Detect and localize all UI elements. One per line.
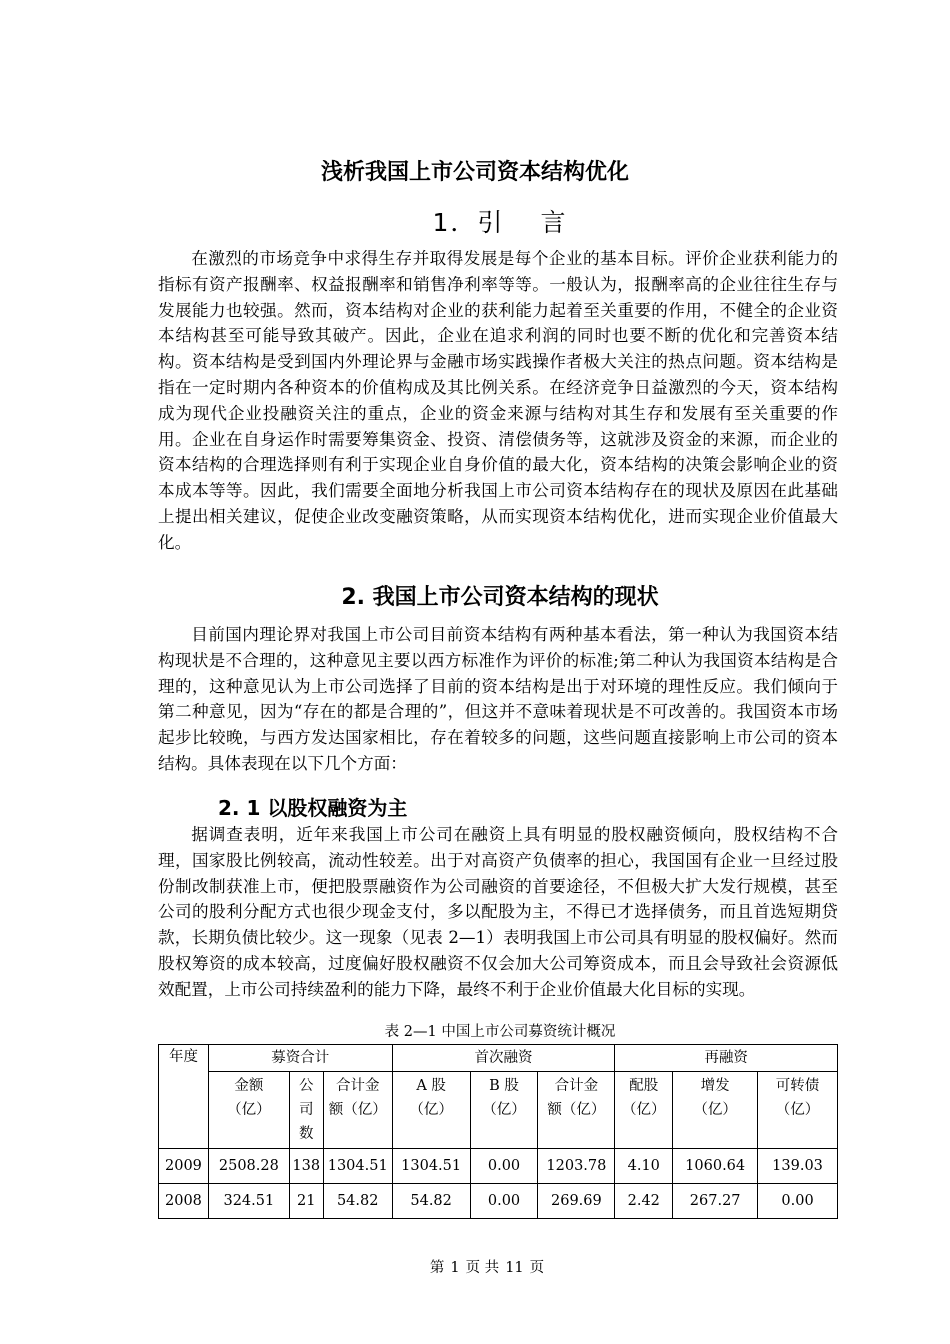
footer-middle: 页 共 bbox=[465, 1260, 500, 1276]
table-row bbox=[159, 1184, 838, 1219]
page-footer bbox=[0, 1256, 950, 1277]
header-group-total: 募资合计 bbox=[208, 1045, 392, 1072]
cell-a-share: 1304.51 bbox=[392, 1149, 470, 1184]
cell-total-amount: 1304.51 bbox=[323, 1149, 392, 1184]
header-group-ipo: 首次融资 bbox=[392, 1045, 615, 1072]
cell-ipo-total-amount: 269.69 bbox=[538, 1184, 615, 1219]
header-amount: 金额 （亿） bbox=[208, 1072, 289, 1149]
cell-company-count: 138 bbox=[289, 1149, 323, 1184]
cell-additional-issue: 267.27 bbox=[673, 1184, 758, 1219]
header-company-count: 公 司 数 bbox=[289, 1072, 323, 1149]
paragraph-introduction: 在激烈的市场竞争中求得生存并取得发展是每个企业的基本目标。评价企业获利能力的指标有资产报酬率、权益报酬率和销售净利率等等。一般认为，报酬率高的企业往往生存与发展能力也较强。然而，资本结构对企业的获利能力起着至关重要的作用，不健全的企业资本结构甚至可能导致其破产。因此，企业在追求利润的同时也要不断的优化和完善资本结构。资本结构是受到国内外理论界与金融市场实践操作者极大关注的热点问题。资本结构是指在一定时期内各种资本的价值构成及其比例关系。在经济竞争日益激烈的今天，资本结构成为现代企业投融资关注的重点，企业的资金来源与结构对其生存和发展有至关重要的作用。企业在自身运作时需要筹集资金、投资、清偿债务等，这就涉及资金的来源，而企业的资本结构的合理选择则有利于实现企业自身价值的最大化，资本结构的决策会影响企业的资本成本等等。因此，我们需要全面地分析我国上市公司资本结构存在的现状及原因在此基础上提出相关建议，促使企业改变融资策略，从而实现资本结构优化，进而实现企业价值最大化。 bbox=[158, 249, 838, 552]
cell-ipo-total-amount: 1203.78 bbox=[538, 1149, 615, 1184]
cell-amount: 2508.28 bbox=[208, 1149, 289, 1184]
footer-page-number: 1 bbox=[450, 1260, 460, 1276]
cell-b-share: 0.00 bbox=[470, 1184, 538, 1219]
cell-amount: 324.51 bbox=[208, 1184, 289, 1219]
financing-statistics-table bbox=[158, 1044, 838, 1219]
cell-total-amount: 54.82 bbox=[323, 1184, 392, 1219]
section-number: 1．引 bbox=[432, 208, 505, 237]
section-title: 言 bbox=[540, 208, 568, 237]
cell-a-share: 54.82 bbox=[392, 1184, 470, 1219]
section-heading-status: 2. 我国上市公司资本结构的现状 bbox=[341, 585, 659, 610]
header-additional-issue: 增发 （亿） bbox=[673, 1072, 758, 1149]
section-heading-introduction bbox=[0, 203, 950, 239]
footer-total-pages: 11 bbox=[505, 1260, 524, 1276]
header-convertible-bond: 可转债 （亿） bbox=[758, 1072, 838, 1149]
cell-rights-issue: 2.42 bbox=[615, 1184, 673, 1219]
cell-year: 2008 bbox=[159, 1184, 209, 1219]
paragraph-status: 目前国内理论界对我国上市公司目前资本结构有两种基本看法，第一种认为我国资本结构现状是不合理的，这种意见主要以西方标准作为评价的标准;第二种认为我国资本结构是合理的，这种意见认为上市公司选择了目前的资本结构是出于对环境的理性反应。我们倾向于第二种意见，因为“存在的都是合理的”，但这并不意味着现状是不可改善的。我国资本市场起步比较晚，与西方发达国家相比，存在着较多的问题，这些问题直接影响上市公司的资本结构。具体表现在以下几个方面： bbox=[158, 625, 838, 773]
table-header-group-row bbox=[159, 1045, 838, 1072]
header-total-amount: 合计金 额（亿） bbox=[323, 1072, 392, 1149]
table-header-column-row bbox=[159, 1072, 838, 1149]
cell-convertible-bond: 139.03 bbox=[758, 1149, 838, 1184]
header-b-share: B 股 （亿） bbox=[470, 1072, 538, 1149]
footer-suffix: 页 bbox=[529, 1260, 545, 1276]
header-a-share: A 股 （亿） bbox=[392, 1072, 470, 1149]
cell-b-share: 0.00 bbox=[470, 1149, 538, 1184]
cell-additional-issue: 1060.64 bbox=[673, 1149, 758, 1184]
subsection-heading-equity: 2. 1 以股权融资为主 bbox=[218, 796, 408, 820]
header-year: 年度 bbox=[159, 1045, 209, 1149]
header-rights-issue: 配股 （亿） bbox=[615, 1072, 673, 1149]
paragraph-equity: 据调查表明，近年来我国上市公司在融资上具有明显的股权融资倾向，股权结构不合理，国家股比例较高，流动性较差。出于对高资产负债率的担心，我国国有企业一旦经过股份制改制获准上市，便把股票融资作为公司融资的首要途径，不但极大扩大发行规模，甚至公司的股利分配方式也很少现金支付，多以配股为主，不得已才选择债务，而且首选短期贷款，长期负债比较少。这一现象（见表 2—1）表明我国上市公司具有明显的股权偏好。然而股权筹资的成本较高，过度偏好股权融资不仅会加大公司筹资成本，而且会导致社会资源低效配置，上市公司持续盈利的能力下降，最终不利于企业价值最大化目标的实现。 bbox=[158, 825, 838, 999]
cell-year: 2009 bbox=[159, 1149, 209, 1184]
cell-convertible-bond: 0.00 bbox=[758, 1184, 838, 1219]
header-ipo-total-amount: 合计金 额（亿） bbox=[538, 1072, 615, 1149]
footer-prefix: 第 bbox=[429, 1260, 445, 1276]
table-caption: 表 2—1 中国上市公司募资统计概况 bbox=[384, 1024, 616, 1040]
document-title: 浅析我国上市公司资本结构优化 bbox=[320, 160, 629, 185]
header-group-refinancing: 再融资 bbox=[615, 1045, 838, 1072]
cell-rights-issue: 4.10 bbox=[615, 1149, 673, 1184]
cell-company-count: 21 bbox=[289, 1184, 323, 1219]
table-row bbox=[159, 1149, 838, 1184]
